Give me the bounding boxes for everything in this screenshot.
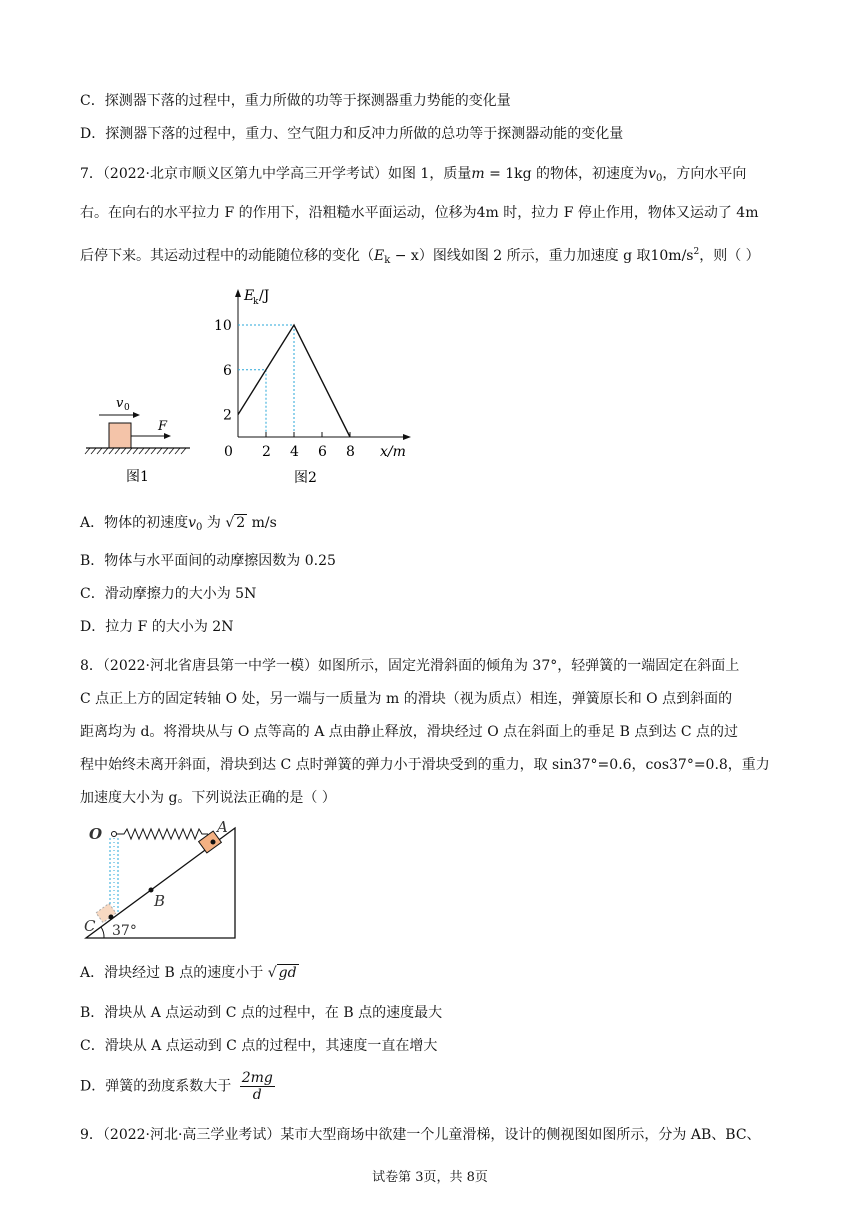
q7-stem-line2: 右。在向右的水平拉力 F 的作用下，沿粗糙水平面运动，位移为4m 时，拉力 F 停止作用，物体又运动了 4m: [80, 205, 759, 221]
q7-option-c: C．滑动摩擦力的大小为 5N: [80, 586, 257, 602]
q7-option-b: B．物体与水平面间的动摩擦因数为 0.25: [80, 553, 336, 569]
q8-spring: [116, 829, 208, 839]
q8-label-b: B: [154, 892, 166, 910]
q7-figure-2-chart: [210, 282, 420, 490]
chart-y-tick-label: 10: [214, 318, 232, 334]
chart-ylabel-sub: k: [253, 297, 259, 307]
q8-angle-arc: [101, 927, 104, 938]
q8-label-c: C: [84, 917, 96, 935]
fig1-block: [109, 423, 131, 448]
q8-stem-line5: 加速度大小为 g。下列说法正确的是（ ）: [80, 790, 336, 806]
sqrt-symbol: √ 2: [225, 515, 246, 531]
q7-option-d: D．拉力 F 的大小为 2N: [80, 619, 234, 635]
chart-xlabel: x/m: [380, 444, 406, 460]
q8-option-c: C．滑块从 A 点运动到 C 点的过程中，其速度一直在增大: [80, 1038, 438, 1054]
q8-label-a: A: [217, 818, 228, 836]
q8-stem-line2: C 点正上方的固定转轴 O 处，另一端与一质量为 m 的滑块（视为质点）相连，弹簧原长和 O 点到斜面的: [80, 691, 733, 707]
page-footer: 试卷第 3页，共 8页: [372, 1170, 488, 1185]
chart-yunit: /J: [259, 288, 270, 304]
q8-stem-line4: 程中始终未离开斜面，滑块到达 C 点时弹簧的弹力小于滑块受到的重力，取 sin37°=0.6，cos37°=0.8，重力: [80, 757, 770, 773]
q8-option-b: B．滑块从 A 点运动到 C 点的过程中，在 B 点的速度最大: [80, 1005, 443, 1021]
q8-stem-line1: 8．（2022·河北省唐县第一中学一模）如图所示，固定光滑斜面的倾角为 37°，轻弹簧的一端固定在斜面上: [80, 658, 740, 674]
chart-x-tick-label: 4: [290, 444, 299, 460]
chart-x-tick-label: 8: [346, 444, 355, 460]
sqrt-symbol: √ gd: [267, 965, 297, 981]
q6-option-d: D．探测器下落的过程中，重力、空气阻力和反冲力所做的总功等于探测器动能的变化量: [80, 126, 624, 142]
q8-label-o: O: [89, 825, 103, 843]
q7-stem-line1: 7．（2022·北京市顺义区第九中学高三开学考试）如图 1，质量m = 1kg 的物体，初速度为$v_0$，方向水平向: [80, 166, 747, 184]
q7-option-a: A．物体的初速度$v_0$ 为 √ 2 m/s: [80, 515, 277, 533]
fig1-ground-hatch: [85, 448, 186, 454]
fraction: $\frac{2mg}{d}$: [241, 1070, 273, 1103]
fig1-v0-sub: 0: [124, 403, 130, 413]
q7-stem-line3: 后停下来。其运动过程中的动能随位移的变化$(E_k - x)$图线如图 2 所示，重力加速度 g 取$10m/s^2$，则（ ）: [80, 247, 760, 266]
q8-point-b: [149, 888, 154, 893]
chart-origin: 0: [224, 444, 233, 460]
fig1-v0-label: v: [116, 396, 124, 411]
chart-ylabel: E: [244, 288, 255, 304]
chart-x-tick-label: 6: [318, 444, 327, 460]
q8-block-c: [96, 903, 116, 922]
fig1-caption: 图1: [126, 469, 149, 485]
q8-label-angle: 37°: [112, 923, 137, 939]
q8-figure: [80, 818, 242, 942]
fig1-force-label: F: [158, 419, 168, 434]
q8-option-d: D．弹簧的劲度系数大于 $\frac{2mg}{d}$: [80, 1070, 273, 1103]
q7-figure-1: [82, 385, 194, 490]
chart-x-tick-label: 2: [262, 444, 271, 460]
chart-y-tick-label: 6: [223, 362, 232, 379]
q8-option-a: A．滑块经过 B 点的速度小于 √ gd: [80, 965, 297, 981]
q8-stem-line3: 距离均为 d。将滑块从与 O 点等高的 A 点由静止释放，滑块经过 O 点在斜面上的垂足 B 点到达 C 点的过: [80, 724, 738, 740]
q9-stem-line1: 9．（2022·河北·高三学业考试）某市大型商场中欲建一个儿童滑梯，设计的侧视图如图所示，分为 AB、BC、: [80, 1127, 761, 1143]
q8-pivot-o: [112, 832, 117, 837]
chart-y-tick-label: 2: [223, 407, 232, 424]
q6-option-c: C．探测器下落的过程中，重力所做的功等于探测器重力势能的变化量: [80, 93, 511, 109]
fig2-caption: 图2: [294, 470, 317, 486]
